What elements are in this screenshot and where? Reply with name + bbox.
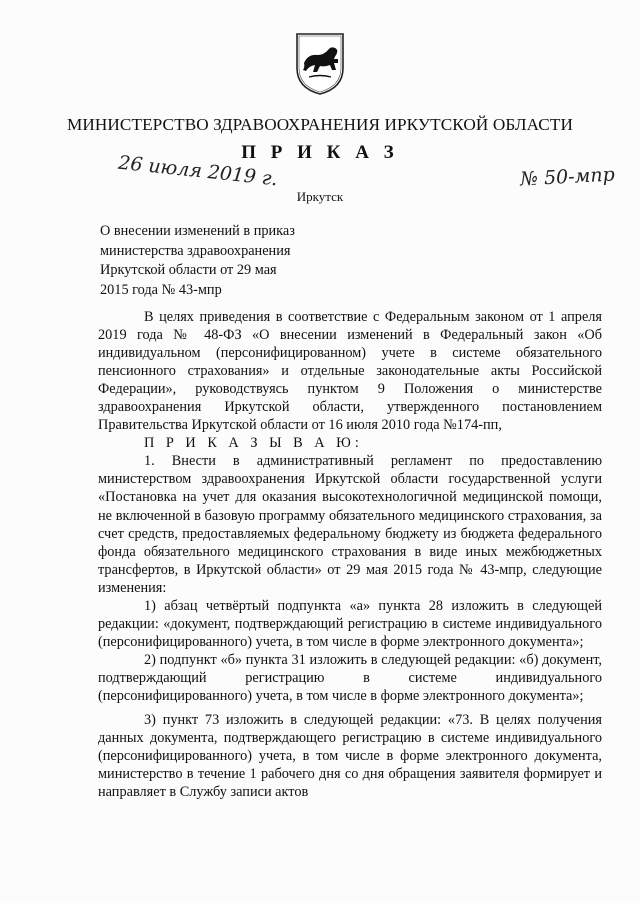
- preamble-paragraph: В целях приведения в соответствие с Федеральным законом от 1 апреля 2019 года № 48-ФЗ «О внесении изменений в Федеральный закон «Об индивидуальном (персонифицированном) учете в системе обязательного пенсионного страхования» и отдельные законодательные акты Российской Федерации», руководствуясь пунктом 9 Положения о министерстве здравоохранения Иркутской области, утвержденного постановлением Правительства Иркутской области от 16 июля 2010 года №174-пп,: [98, 309, 602, 434]
- document-title: П Р И К А З: [241, 142, 399, 163]
- subject-line: министерства здравоохранения: [100, 242, 291, 259]
- subitem-2-paragraph: 2) подпункт «б» пункта 31 изложить в следующей редакции: «б) документ, подтверждающий регистрацию в системе индивидуального (персонифицированного) учета, в том числе в форме электронного документа»;: [98, 651, 602, 704]
- handwritten-date: 26 июля 2019 г.: [117, 151, 279, 191]
- city-name: Иркутск: [296, 189, 344, 204]
- irkutsk-coat-of-arms-icon: [295, 32, 345, 96]
- subitem-1-paragraph: 1) абзац четвёртый подпункта «а» пункта 28 изложить в следующей редакции: «документ, подтверждающий регистрацию в системе индивидуального (персонифицированного) учета, в том числе в форме электронного документа»;: [98, 597, 602, 650]
- subject-block: [100, 222, 340, 300]
- handwritten-number: № 50-мпр: [519, 163, 616, 191]
- subject-line: Иркутской области от 29 мая: [100, 262, 277, 278]
- decree-heading: П Р И К А З Ы В А Ю:: [144, 435, 363, 452]
- subject-line: О внесении изменений в приказ: [100, 223, 295, 239]
- item-1-paragraph: 1. Внести в административный регламент по предоставлению министерством здравоохранения Иркутской области государственной услуги «Постановка на учет для оказания высокотехнологичной медицинской помощи, не включенной в базовую программу обязательного медицинского страхования, за счет средств, предоставляемых федеральному бюджету из бюджета федерального фонда обязательного медицинского страхования в виде иных межбюджетных трансфертов, в Иркутской области» от 29 мая 2015 года № 43-мпр, следующие изменения:: [98, 453, 602, 596]
- subject-line: 2015 года № 43-мпр: [100, 281, 222, 298]
- ministry-name: МИНИСТЕРСТВО ЗДРАВООХРАНЕНИЯ ИРКУТСКОЙ ОБЛАСТИ: [67, 115, 573, 134]
- subitem-3-paragraph: 3) пункт 73 изложить в следующей редакции: «73. В целях получения данных документа, подтверждающего регистрацию в системе индивидуального (персонифицированного) учета, в том числе в форме электронного документа, министерство в течение 1 рабочего дня со дня обращения заявителя формирует и направляет в Службу записи актов: [98, 712, 602, 801]
- document-body: [98, 308, 602, 801]
